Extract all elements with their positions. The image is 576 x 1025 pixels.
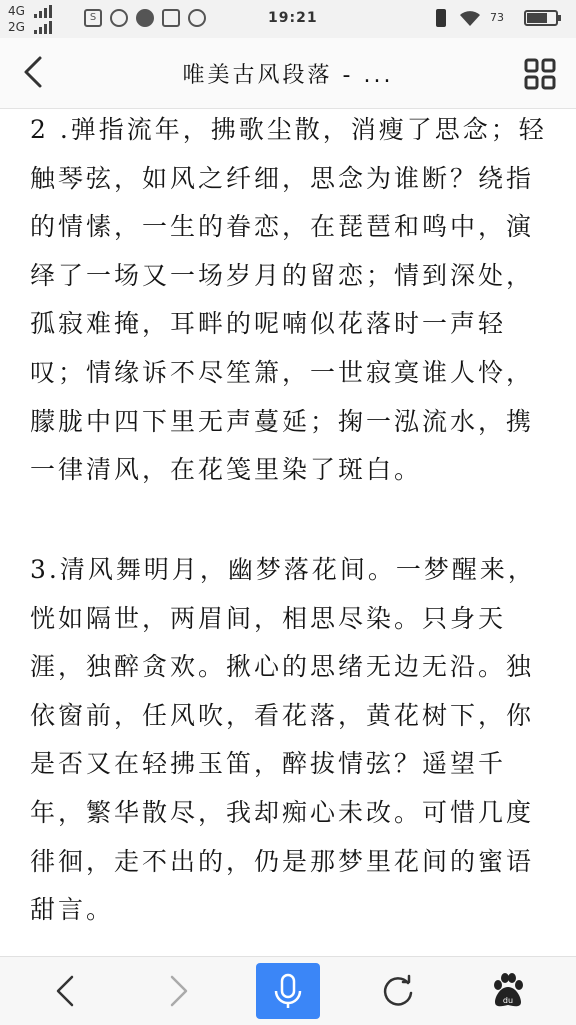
notification-app-icon bbox=[110, 9, 128, 27]
article-paragraph: 3.清风舞明月，幽梦落花间。一梦醒来，恍如隔世，两眉间，相思尽染。只身天涯，独醉贪欢。揪心的思绪无边无沿。独依窗前，任风吹，看花落，黄花树下，你是否又在轻拂玉笛，醉拔情弦？遥望千年，繁华散尽，我却痴心未改。可惜几度徘徊，走不出的，仍是那梦里花间的蜜语甜言。 bbox=[30, 555, 536, 925]
article-content bbox=[0, 110, 576, 954]
nav-forward-button[interactable] bbox=[150, 965, 206, 1017]
notification-bag-icon bbox=[162, 9, 180, 27]
notification-s-icon: S bbox=[84, 9, 102, 27]
svg-text:du: du bbox=[502, 996, 514, 1005]
page-title: 唯美古风段落 - ... bbox=[182, 63, 394, 88]
notification-app2-icon bbox=[188, 9, 206, 27]
signal-indicator bbox=[8, 2, 68, 36]
chevron-right-icon bbox=[150, 965, 206, 1017]
microphone-icon bbox=[256, 963, 320, 1019]
notification-globe-icon bbox=[136, 9, 154, 27]
baidu-paw-icon bbox=[480, 965, 536, 1017]
status-bar bbox=[0, 0, 576, 38]
battery-fill bbox=[527, 13, 547, 23]
refresh-button[interactable] bbox=[370, 965, 426, 1017]
battery-percent: 73 bbox=[490, 11, 504, 24]
network-type-top: 4G bbox=[8, 4, 25, 18]
nav-back-button[interactable] bbox=[38, 965, 94, 1017]
refresh-icon bbox=[370, 965, 426, 1017]
wifi-icon bbox=[458, 8, 482, 28]
signal-bars-icon bbox=[34, 4, 64, 18]
battery-icon bbox=[524, 10, 558, 26]
article-paragraph: 2 .弹指流年，拂歌尘散，消瘦了思念；轻触琴弦，如风之纤细，思念为谁断？绕指的情愫，一生的眷恋，在琵琶和鸣中，演绎了一场又一场岁月的留恋；情到深处，孤寂难掩，耳畔的呢喃似花落时一声轻叹；情缘诉不尽笙箫，一世寂寞谁人怜，朦胧中四下里无声蔓延；掬一泓流水，携一律清风，在花笺里染了斑白。 bbox=[30, 115, 547, 485]
baidu-paw-button[interactable] bbox=[480, 965, 536, 1017]
top-toolbar bbox=[0, 38, 576, 109]
chevron-left-icon bbox=[38, 965, 94, 1017]
network-type-bottom: 2G bbox=[8, 20, 25, 34]
grid-menu-icon[interactable] bbox=[520, 54, 560, 94]
back-arrow-icon[interactable] bbox=[14, 52, 54, 92]
charging-icon bbox=[436, 9, 446, 27]
clock: 19:21 bbox=[268, 10, 318, 26]
signal-bars-icon bbox=[34, 20, 64, 34]
voice-search-button[interactable] bbox=[256, 963, 320, 1019]
bottom-nav-bar bbox=[0, 956, 576, 1025]
